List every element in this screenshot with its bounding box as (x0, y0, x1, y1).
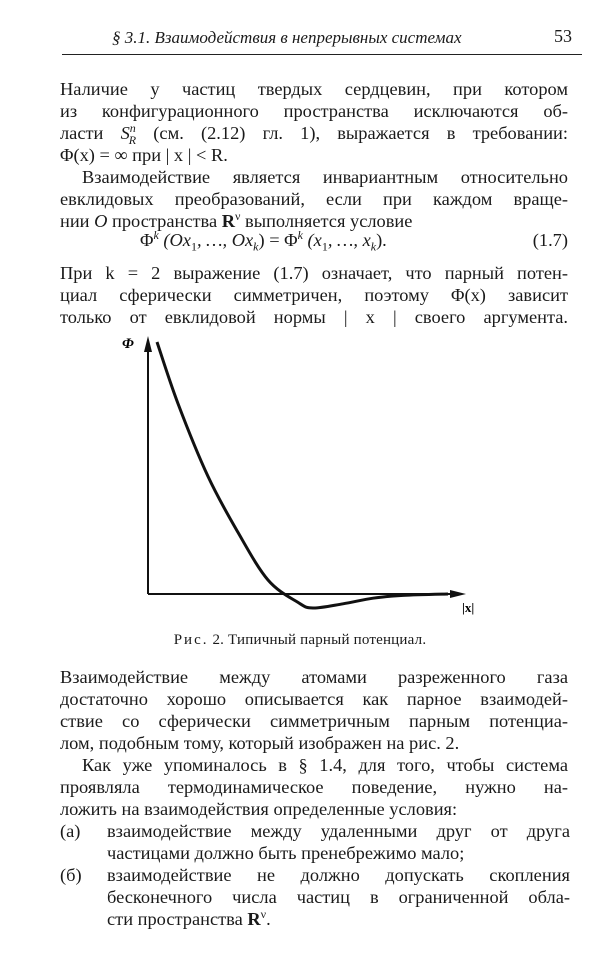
list-marker: (а) (60, 821, 81, 841)
text-line: Взаимодействие между атомами разреженного газа (60, 667, 568, 687)
y-axis-label: Φ (122, 336, 134, 352)
figure-pair-potential (120, 330, 490, 625)
text-line: взаимодействие не должно допускать скопления (107, 865, 570, 885)
text-line: ствие со сферически симметричным парным потенциа- (60, 711, 568, 731)
potential-curve (157, 342, 448, 608)
text-line: из конфигурационного пространства исключаются об- (60, 101, 568, 121)
page-number: 53 (554, 26, 572, 46)
text-line: взаимодействие между удаленными друг от друга (107, 821, 570, 841)
text-line: ложить на взаимодействия определенные условия: (60, 799, 458, 819)
x-axis-label: |x| (462, 600, 475, 615)
list-marker: (б) (60, 865, 82, 885)
text-line: ласти $S^n_R$ (см. (2.12) гл. 1), выражается в требовании: (60, 120, 568, 147)
text-line: евклидовых преобразований, если при каждом враще- (60, 189, 568, 209)
text-line: Φ(x) = ∞ при | x | < R. (60, 145, 228, 165)
text-line: Как уже упоминалось в § 1.4, для того, чтобы система (82, 755, 568, 775)
equation-1-7 (60, 227, 568, 254)
list-item (60, 820, 570, 864)
paragraph-pair-potential (60, 262, 568, 328)
text-line: сти пространства $R^\nu$. (107, 906, 271, 929)
text-line: нии O пространства $R^\nu$ выполняется условие (60, 208, 413, 231)
text-line: циал сферически симметричен, поэтому Φ(x) зависит (60, 285, 568, 305)
paragraph-hard-cores (60, 78, 568, 166)
paragraph-conditions (60, 754, 568, 820)
x-axis-arrow (450, 590, 466, 598)
running-title: § 3.1. Взаимодействия в непрерывных системах (112, 28, 462, 47)
paragraph-invariance (60, 166, 568, 232)
text-line: только от евклидовой нормы | x | своего аргумента. (60, 307, 568, 327)
equation-body: $\Phi^k$ ($Ox_1$, …, $Ox_k) = \Phi^k$ ($x_1$, …, $x_k$). (140, 227, 387, 254)
text-line: достаточно хорошо описывается как парное взаимодей- (60, 689, 568, 709)
text-line: лом, подобным тому, который изображен на рис. 2. (60, 733, 460, 753)
list-item (60, 864, 570, 930)
conditions-list (60, 820, 570, 930)
text-line: Взаимодействие является инвариантным относительно (82, 167, 568, 187)
text-line: частицами должно быть пренебрежимо мало; (107, 843, 465, 863)
potential-chart (120, 330, 490, 620)
paragraph-rarefied-gas (60, 666, 568, 754)
text-line: Наличие у частиц твердых сердцевин, при котором (60, 79, 568, 99)
equation-number: (1.7) (532, 230, 568, 250)
figure-caption: Рис. 2. Типичный парный потенциал. (173, 632, 427, 648)
text-line: проявляла термодинамическое поведение, нужно на- (60, 777, 568, 797)
y-axis-arrow (144, 336, 152, 352)
running-header (62, 24, 582, 55)
text-line: бесконечного числа частиц в ограниченной обла- (107, 887, 570, 907)
text-line: При k = 2 выражение (1.7) означает, что парный потен- (60, 263, 568, 283)
